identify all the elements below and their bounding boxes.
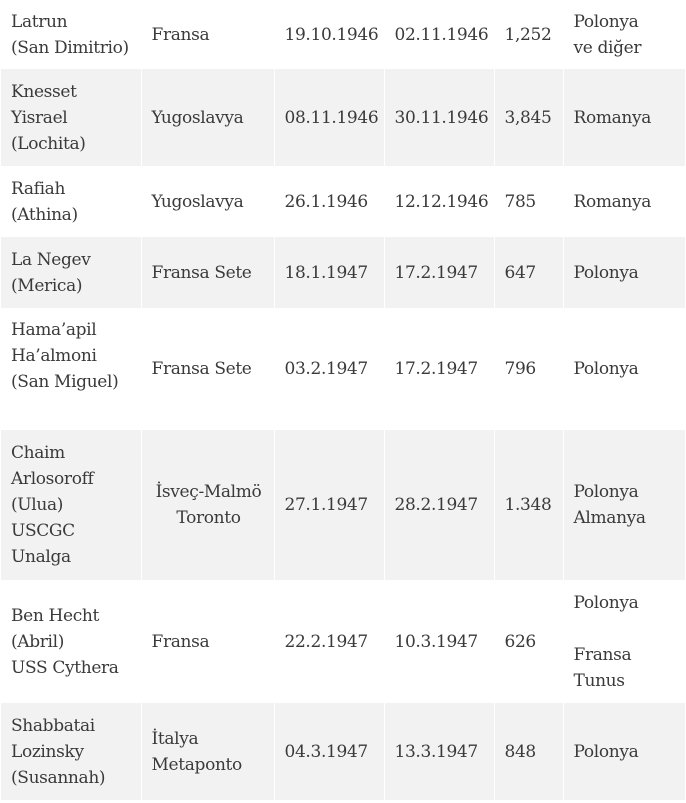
origin-country-cell: Polonya Fransa Tunus bbox=[563, 580, 685, 703]
departure-port-cell: Yugoslavya bbox=[141, 166, 274, 237]
table-row bbox=[1, 69, 685, 166]
departure-date-cell: 18.1.1947 bbox=[274, 237, 384, 308]
arrival-date-cell: 10.3.1947 bbox=[384, 580, 494, 703]
ships-table bbox=[1, 0, 686, 800]
table-row bbox=[1, 430, 685, 580]
arrival-date-cell: 17.2.1947 bbox=[384, 308, 494, 430]
ship-name-cell: Ben Hecht (Abril) USS Cythera bbox=[1, 580, 141, 703]
ship-name-cell: Chaim Arlosoroff (Ulua) USCGC Unalga bbox=[1, 430, 141, 580]
table-row bbox=[1, 308, 685, 430]
origin-country-cell: Romanya bbox=[563, 166, 685, 237]
ship-name-cell: La Negev (Merica) bbox=[1, 237, 141, 308]
passenger-count-cell: 848 bbox=[494, 703, 563, 800]
departure-port-cell: Fransa Sete bbox=[141, 308, 274, 430]
origin-country-cell: Polonya bbox=[563, 237, 685, 308]
passenger-count-cell: 785 bbox=[494, 166, 563, 237]
departure-date-cell: 22.2.1947 bbox=[274, 580, 384, 703]
departure-date-cell: 08.11.1946 bbox=[274, 69, 384, 166]
arrival-date-cell: 12.12.1946 bbox=[384, 166, 494, 237]
passenger-count-cell: 1,252 bbox=[494, 0, 563, 69]
arrival-date-cell: 02.11.1946 bbox=[384, 0, 494, 69]
table-row bbox=[1, 166, 685, 237]
origin-country-cell: Romanya bbox=[563, 69, 685, 166]
table-row bbox=[1, 0, 685, 69]
table-row bbox=[1, 580, 685, 703]
departure-date-cell: 27.1.1947 bbox=[274, 430, 384, 580]
arrival-date-cell: 30.11.1946 bbox=[384, 69, 494, 166]
ship-name-cell: Hama’apil Ha’almoni (San Miguel) bbox=[1, 308, 141, 430]
origin-country-cell: Polonya Almanya bbox=[563, 430, 685, 580]
departure-date-cell: 26.1.1946 bbox=[274, 166, 384, 237]
passenger-count-cell: 3,845 bbox=[494, 69, 563, 166]
departure-port-cell: Fransa bbox=[141, 0, 274, 69]
arrival-date-cell: 13.3.1947 bbox=[384, 703, 494, 800]
table-row bbox=[1, 237, 685, 308]
passenger-count-cell: 647 bbox=[494, 237, 563, 308]
ship-name-cell: Knesset Yisrael (Lochita) bbox=[1, 69, 141, 166]
ship-name-cell: Rafiah (Athina) bbox=[1, 166, 141, 237]
departure-date-cell: 19.10.1946 bbox=[274, 0, 384, 69]
origin-country-cell: Polonya bbox=[563, 308, 685, 430]
departure-port-cell: Fransa bbox=[141, 580, 274, 703]
origin-country-cell: Polonya ve diğer bbox=[563, 0, 685, 69]
ship-name-cell: Shabbatai Lozinsky (Susannah) bbox=[1, 703, 141, 800]
departure-port-cell: Yugoslavya bbox=[141, 69, 274, 166]
departure-port-cell: İtalya Metaponto bbox=[141, 703, 274, 800]
table-row bbox=[1, 703, 685, 800]
arrival-date-cell: 28.2.1947 bbox=[384, 430, 494, 580]
ship-name-cell: Latrun (San Dimitrio) bbox=[1, 0, 141, 69]
departure-port-cell: Fransa Sete bbox=[141, 237, 274, 308]
departure-date-cell: 03.2.1947 bbox=[274, 308, 384, 430]
passenger-count-cell: 796 bbox=[494, 308, 563, 430]
passenger-count-cell: 1.348 bbox=[494, 430, 563, 580]
departure-date-cell: 04.3.1947 bbox=[274, 703, 384, 800]
origin-country-cell: Polonya bbox=[563, 703, 685, 800]
arrival-date-cell: 17.2.1947 bbox=[384, 237, 494, 308]
passenger-count-cell: 626 bbox=[494, 580, 563, 703]
departure-port-cell: İsveç-Malmö Toronto bbox=[141, 430, 274, 580]
